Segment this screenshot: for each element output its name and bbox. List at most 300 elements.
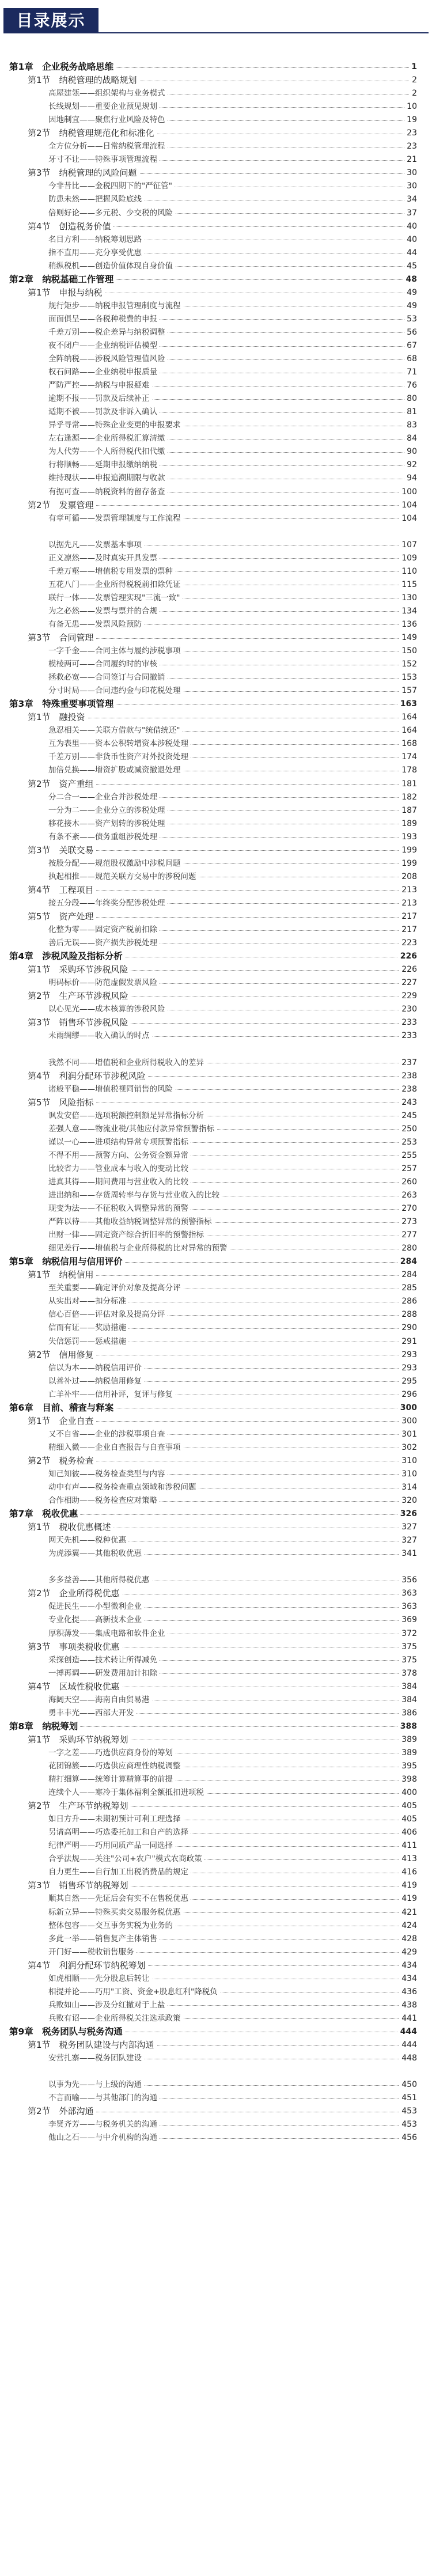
toc-item-row: [0, 1933, 432, 1946]
toc-entry-title: 明码标价——防范虚假发票风险: [35, 976, 160, 990]
toc-entry-title: 第2节 生产环节纳税筹划: [28, 1800, 131, 1813]
toc-entry-title: 今非昔比——金税四期下的"严征管": [35, 180, 175, 193]
toc-page-number: 226: [398, 950, 417, 963]
toc-entry-title: 我然不同——增值税和企业所得税收入的差异: [35, 1056, 206, 1070]
toc-entry-title: 出财一律——固定资产综合折旧率的预警指标: [35, 1229, 206, 1242]
toc-page-number: 369: [399, 1613, 417, 1627]
toc-item-row: [0, 406, 432, 419]
toc-page-number: 217: [399, 910, 417, 923]
toc-page-number: 109: [399, 552, 417, 565]
toc-page-number: 104: [399, 499, 417, 512]
toc-page-number: 428: [399, 1933, 417, 1946]
toc-page-number: 213: [399, 897, 417, 910]
toc-item-row: [0, 1229, 432, 1242]
toc-item-row: [0, 1813, 432, 1826]
toc-item-row: [0, 379, 432, 392]
toc-chapter-row: [0, 698, 432, 711]
toc-entry-title: 正义凛然——及时真实开具发票: [35, 552, 160, 565]
toc-item-row: [0, 817, 432, 831]
toc-chapter-row: [0, 1401, 432, 1415]
toc-entry-title: 精打细算——统筹计算精算事的前提: [35, 1773, 175, 1786]
title-underline: [3, 32, 429, 33]
toc-page-number: 284: [399, 1268, 417, 1282]
toc-entry-title: 以事为先——与上级的沟通: [35, 2078, 144, 2092]
toc-item-row: [0, 2052, 432, 2065]
toc-chapter-row: [0, 1507, 432, 1521]
toc-page-number: 40: [404, 233, 417, 247]
toc-page-number: 438: [399, 1999, 417, 2012]
toc-page-number: 300: [399, 1415, 417, 1428]
toc-item-row: [0, 1826, 432, 1839]
toc-entry-title: 信以为本——纳税信用评价: [35, 1362, 144, 1375]
toc-page-number: 257: [399, 1162, 417, 1176]
toc-page-number: 363: [399, 1587, 417, 1600]
toc-section-row: [0, 1879, 432, 1892]
toc-entry-title: 不得不用——预警方向、公务资金额异常: [35, 1149, 191, 1162]
toc-entry-title: 一分为二——企业分立的涉税处理: [35, 804, 168, 817]
toc-section-row: [0, 963, 432, 976]
toc-section-row: [0, 499, 432, 512]
toc-page-number: 229: [399, 990, 417, 1003]
toc-spacer: [0, 1560, 432, 1574]
toc-item-row: [0, 1295, 432, 1308]
toc-item-row: [0, 578, 432, 592]
toc-item-row: [0, 658, 432, 671]
toc-entry-title: 第1章 企业税务战略思维: [9, 60, 116, 74]
toc-entry-title: 勇丰丰光——西部大开发: [35, 1707, 137, 1720]
toc-entry-title: 因地制宜——聚焦行业风险及特色: [35, 113, 168, 127]
toc-item-row: [0, 1428, 432, 1441]
toc-entry-title: 第5章 纳税信用与信用评价: [9, 1255, 125, 1268]
toc-entry-title: 分二合一——企业合并涉税处理: [35, 791, 160, 804]
toc-entry-title: 谨以一心——进项结构异常专项预警指标: [35, 1136, 191, 1149]
toc-item-row: [0, 870, 432, 884]
toc-page-number: 413: [399, 1853, 417, 1866]
toc-section-row: [0, 1641, 432, 1654]
toc-item-row: [0, 1760, 432, 1773]
toc-page-number: 291: [399, 1335, 417, 1348]
toc-page-number: 149: [399, 631, 417, 645]
toc-page-number: 81: [404, 406, 417, 419]
toc-page-number: 136: [399, 618, 417, 631]
toc-page-number: 363: [399, 1600, 417, 1613]
toc-entry-title: 第3节 关联交易: [28, 844, 96, 857]
toc-page-number: 406: [399, 1826, 417, 1839]
toc-page-number: 405: [399, 1813, 417, 1826]
toc-item-row: [0, 1892, 432, 1906]
toc-page-number: 92: [404, 459, 417, 472]
toc-entry-title: 第2章 纳税基础工作管理: [9, 273, 116, 286]
toc-page-number: 280: [399, 1242, 417, 1255]
toc-page-number: 80: [404, 392, 417, 406]
toc-item-row: [0, 1906, 432, 1919]
toc-entry-title: 现变为法——不征税收入调整异常的预警: [35, 1202, 191, 1215]
toc-section-row: [0, 1454, 432, 1468]
toc-entry-title: 精细入微——企业自查报告与自查事项: [35, 1441, 183, 1454]
toc-page-number: 90: [404, 445, 417, 459]
toc-item-row: [0, 1494, 432, 1507]
toc-item-row: [0, 1481, 432, 1494]
toc-entry-title: 化整为零——固定资产税前扣除: [35, 923, 160, 937]
toc-page-number: 100: [399, 486, 417, 499]
toc-entry-title: 第1节 采购环节涉税风险: [28, 963, 131, 976]
toc-page-number: 217: [399, 923, 417, 937]
toc-page-number: 40: [404, 220, 417, 233]
toc-page-number: 386: [399, 1707, 417, 1720]
toc-entry-title: 第3节 纳税管理的风险问题: [28, 166, 139, 180]
toc-entry-title: 顺其自然——先证后会有实不在售税优惠: [35, 1892, 191, 1906]
toc-page-number: 419: [399, 1879, 417, 1892]
toc-page-number: 134: [399, 605, 417, 618]
toc-entry-title: 左右逢源——企业所得税汇算清缴: [35, 432, 168, 445]
toc-page-number: 56: [404, 326, 417, 339]
toc-section-row: [0, 884, 432, 897]
toc-page-number: 389: [399, 1747, 417, 1760]
toc-item-row: [0, 1388, 432, 1401]
toc-entry-title: 连续个人——寒冷于集体福利全额抵扣进项税: [35, 1786, 206, 1800]
toc-item-row: [0, 897, 432, 910]
toc-page-number: 411: [399, 1839, 417, 1853]
toc-page-number: 290: [399, 1321, 417, 1335]
toc-entry-title: 多此一举——销售复产主体销售: [35, 1933, 160, 1946]
toc-entry-title: 第1节 税务团队建设与内部沟通: [28, 2039, 157, 2052]
toc-item-row: [0, 1308, 432, 1321]
toc-item-row: [0, 565, 432, 578]
toc-entry-title: 第3章 特殊重要事项管理: [9, 698, 116, 711]
toc-page-number: 48: [404, 273, 417, 286]
toc-section-row: [0, 286, 432, 300]
toc-item-row: [0, 1162, 432, 1176]
toc-item-row: [0, 1362, 432, 1375]
toc-page-number: 23: [404, 127, 417, 140]
toc-entry-title: 权石问路——企业纳税申报质量: [35, 366, 160, 379]
toc-section-row: [0, 2105, 432, 2118]
toc-entry-title: 第1节 申报与纳税: [28, 286, 105, 300]
toc-entry-title: 指不直用——充分享受优惠: [35, 247, 144, 260]
toc-entry-title: 为虎添翼——其他税收优惠: [35, 1547, 144, 1560]
toc-item-row: [0, 1919, 432, 1933]
toc-entry-title: 严防严控——纳税与申报疑难: [35, 379, 152, 392]
toc-entry-title: 以善补过——纳税信用修复: [35, 1375, 144, 1388]
toc-entry-title: 进真其得——期间费用与营业收入的比较: [35, 1176, 191, 1189]
toc-item-row: [0, 392, 432, 406]
toc-entry-title: 海阔天空——海南自由贸易港: [35, 1694, 152, 1707]
toc-item-row: [0, 539, 432, 552]
toc-chapter-row: [0, 60, 432, 74]
toc-entry-title: 差强人意——物流业税/其他应付款异常预警指标: [35, 1123, 217, 1136]
toc-page-number: 199: [399, 857, 417, 870]
toc-entry-title: 千差万别——非货币性资产对外投资处理: [35, 751, 191, 764]
toc-chapter-row: [0, 2025, 432, 2039]
toc-section-row: [0, 1959, 432, 1972]
toc-entry-title: 为人代劳——个人所得税代扣代缴: [35, 445, 168, 459]
toc-chapter-row: [0, 950, 432, 963]
toc-item-row: [0, 2131, 432, 2145]
toc-page-number: 405: [399, 1800, 417, 1813]
toc-page-number: 277: [399, 1229, 417, 1242]
toc-item-row: [0, 1202, 432, 1215]
toc-item-row: [0, 1773, 432, 1786]
toc-page-number: 164: [399, 724, 417, 737]
toc-item-row: [0, 605, 432, 618]
toc-item-row: [0, 486, 432, 499]
toc-entry-title: 相提并论——巧用"工资、资金+股息红利"降税负: [35, 1986, 220, 1999]
toc-page-number: 429: [399, 1946, 417, 1959]
toc-entry-title: 有条不紊——债务重组涉税处理: [35, 831, 160, 844]
toc-entry-title: 异乎寻常——特殊企业变更的申报要求: [35, 419, 183, 432]
toc-page-number: 326: [398, 1507, 417, 1521]
toc-page-number: 384: [399, 1694, 417, 1707]
toc-page-number: 301: [399, 1428, 417, 1441]
toc-page-number: 208: [399, 870, 417, 884]
toc-entry-title: 进出纳和——存货周转率与存货与营业收入的比较: [35, 1189, 222, 1202]
toc-entry-title: 为之必然——发票与票并的合规: [35, 605, 160, 618]
toc-entry-title: 模棱两可——合同履约时的审核: [35, 658, 160, 671]
toc-page-number: 293: [399, 1348, 417, 1362]
toc-section-row: [0, 1268, 432, 1282]
toc-entry-title: 第2节 税务检查: [28, 1454, 96, 1468]
toc-page-number: 286: [399, 1295, 417, 1308]
toc-entry-title: 第2节 企业所得税优惠: [28, 1587, 122, 1600]
toc-page-number: 253: [399, 1136, 417, 1149]
toc-spacer: [0, 525, 432, 539]
toc-item-row: [0, 313, 432, 326]
toc-item-row: [0, 724, 432, 737]
toc-entry-title: 第1节 融投资: [28, 711, 88, 724]
toc-entry-title: 拯救必宽——合同签订与合同撤销: [35, 671, 168, 684]
toc-entry-title: 名目方利——纳税筹划思路: [35, 233, 144, 247]
toc-entry-title: 第4节 利润分配环节纳税筹划: [28, 1959, 148, 1972]
toc-page-number: 270: [399, 1202, 417, 1215]
toc-item-row: [0, 1946, 432, 1959]
toc-entry-title: 夜不闭户——企业纳税评估模型: [35, 339, 160, 353]
toc-item-row: [0, 1335, 432, 1348]
toc-entry-title: 以心见光——成本核算的涉税风险: [35, 1003, 168, 1016]
toc-page-number: 226: [399, 963, 417, 976]
toc-entry-title: 长线规划——重要企业预见规划: [35, 100, 160, 113]
toc-entry-title: 标新立异——特殊买卖交易服务税优惠: [35, 1906, 183, 1919]
toc-page-number: 181: [399, 778, 417, 791]
toc-item-row: [0, 751, 432, 764]
toc-entry-title: 接五分段——年终奖分配涉税处理: [35, 897, 168, 910]
toc-item-row: [0, 153, 432, 166]
toc-entry-title: 整体包容——交互事务实税为业务的: [35, 1919, 175, 1933]
toc-page-number: 178: [399, 764, 417, 777]
toc-item-row: [0, 366, 432, 379]
toc-section-row: [0, 1096, 432, 1109]
toc-page-number: 327: [399, 1534, 417, 1547]
toc-page-number: 233: [399, 1029, 417, 1043]
toc-item-row: [0, 1375, 432, 1388]
toc-item-row: [0, 1215, 432, 1229]
toc-page-number: 68: [404, 353, 417, 366]
toc-entry-title: 亡羊补牢——信用补评，复评与修复: [35, 1388, 175, 1401]
toc-page-number: 45: [404, 260, 417, 273]
toc-item-row: [0, 804, 432, 817]
toc-item-row: [0, 1056, 432, 1070]
toc-section-row: [0, 910, 432, 923]
toc-section-row: [0, 631, 432, 645]
toc-item-row: [0, 791, 432, 804]
toc-item-row: [0, 1986, 432, 1999]
toc-page-number: 223: [399, 937, 417, 950]
toc-item-row: [0, 247, 432, 260]
toc-item-row: [0, 1282, 432, 1295]
toc-page-number: 356: [399, 1574, 417, 1587]
toc-item-row: [0, 180, 432, 193]
toc-item-row: [0, 207, 432, 220]
toc-entry-title: 行将顺畅——延期申报缴纳纳税: [35, 459, 160, 472]
toc-spacer: [0, 1043, 432, 1056]
toc-section-row: [0, 2039, 432, 2052]
toc-section-row: [0, 1733, 432, 1747]
toc-page-number: 189: [399, 817, 417, 831]
toc-page-number: 341: [399, 1547, 417, 1560]
toc-page-number: 284: [398, 1255, 417, 1268]
toc-item-row: [0, 592, 432, 605]
toc-page-number: 416: [399, 1866, 417, 1879]
toc-item-row: [0, 618, 432, 631]
toc-entry-title: 按股分配——规范股权激励中涉税问题: [35, 857, 183, 870]
toc-section-row: [0, 1800, 432, 1813]
toc-page-number: 19: [404, 113, 417, 127]
toc-page-number: 21: [404, 153, 417, 166]
toc-section-row: [0, 220, 432, 233]
toc-page-number: 260: [399, 1176, 417, 1189]
toc-page-number: 182: [399, 791, 417, 804]
toc-page-number: 163: [398, 698, 417, 711]
toc-entry-title: 兵败有诏——企业所得税关注选承政策: [35, 2012, 183, 2025]
toc-entry-title: 第3节 事项类税收优惠: [28, 1641, 122, 1654]
toc-page-number: 310: [399, 1454, 417, 1468]
toc-entry-title: 细见差行——增值税与企业所得税的比对异常的预警: [35, 1242, 230, 1255]
toc-page-number: 296: [399, 1388, 417, 1401]
toc-page-number: 424: [399, 1919, 417, 1933]
toc-page-number: 375: [399, 1654, 417, 1667]
toc-entry-title: 另请高明——巧选委托加工和自产的选择: [35, 1826, 191, 1839]
toc-page-number: 295: [399, 1375, 417, 1388]
toc-entry-title: 以据先凡——发票基本事项: [35, 539, 144, 552]
toc-spacer: [0, 2065, 432, 2078]
toc-page-number: 30: [404, 166, 417, 180]
toc-entry-title: 互为表里——资本公积转增资本涉税处理: [35, 737, 191, 751]
toc-page-number: 434: [399, 1959, 417, 1972]
toc-page-number: 372: [399, 1627, 417, 1641]
toc-entry-title: 比较省力——管业成本与收入的变动比较: [35, 1162, 191, 1176]
toc-item-row: [0, 1972, 432, 1986]
toc-entry-title: 不言而喻——与其他部门的沟通: [35, 2092, 160, 2105]
toc-page-number: 10: [404, 100, 417, 113]
toc-entry-title: 第1节 税收优惠概述: [28, 1521, 113, 1534]
toc-item-row: [0, 1853, 432, 1866]
toc-section-row: [0, 711, 432, 724]
toc-page-number: 104: [399, 512, 417, 525]
toc-page-number: 389: [399, 1733, 417, 1747]
toc-page-number: 238: [399, 1070, 417, 1083]
toc-entry-title: 五花八门——企业所得税税前扣除凭证: [35, 578, 183, 592]
toc-entry-title: 信而有证——奖励措施: [35, 1321, 128, 1335]
toc-entry-title: 第2节 发票管理: [28, 499, 96, 512]
toc-page-number: 110: [399, 565, 417, 578]
toc-page-number: 157: [399, 684, 417, 698]
toc-entry-title: 网天先机——税种优惠: [35, 1534, 128, 1547]
toc-page-number: 273: [399, 1215, 417, 1229]
toc-entry-title: 如日方升——未期初预计可利工理选择: [35, 1813, 183, 1826]
toc-entry-title: 第2节 外部沟通: [28, 2105, 96, 2118]
toc-item-row: [0, 512, 432, 525]
toc-page-number: 233: [399, 1016, 417, 1029]
toc-page-number: 150: [399, 645, 417, 658]
toc-page-number: 388: [398, 1720, 417, 1733]
toc-item-row: [0, 1468, 432, 1481]
toc-page-number: 84: [404, 432, 417, 445]
toc-entry-title: 专业化提——高新技术企业: [35, 1613, 144, 1627]
toc-entry-title: 联行一体——发票管理实现"三流一致": [35, 592, 182, 605]
toc-entry-title: 合乎法规——关注"公司+农户"模式农商政策: [35, 1853, 204, 1866]
toc-page-number: 174: [399, 751, 417, 764]
toc-page-number: 263: [399, 1189, 417, 1202]
toc-page-number: 164: [399, 711, 417, 724]
toc-entry-title: 花团锦簇——巧选供应商理性纳税调整: [35, 1760, 183, 1773]
toc-item-row: [0, 1109, 432, 1123]
toc-item-row: [0, 2012, 432, 2025]
toc-entry-title: 规行矩步——纳税申报管理制度与流程: [35, 300, 183, 313]
toc-page-number: 285: [399, 1282, 417, 1295]
toc-item-row: [0, 2078, 432, 2092]
toc-entry-title: 第3节 合同管理: [28, 631, 96, 645]
toc-page-number: 250: [399, 1123, 417, 1136]
toc-page-number: 94: [404, 472, 417, 485]
toc-page-number: 213: [399, 884, 417, 897]
toc-item-row: [0, 1083, 432, 1096]
toc-entry-title: 诸般平稳——增值税视同销售的风险: [35, 1083, 175, 1096]
toc-entry-title: 千差万壑——增值税专用发票的票种: [35, 565, 175, 578]
toc-item-row: [0, 445, 432, 459]
toc-entry-title: 从实出对——扣分标准: [35, 1295, 128, 1308]
toc-item-row: [0, 1547, 432, 1560]
toc-entry-title: 信心百倍——评估对象及提高分评: [35, 1308, 168, 1321]
toc-item-row: [0, 552, 432, 565]
toc-entry-title: 他山之石——与中介机构的沟通: [35, 2131, 160, 2145]
toc-entry-title: 开门好——税收销售服务: [35, 1946, 137, 1959]
toc-entry-title: 第1节 采购环节纳税筹划: [28, 1733, 131, 1747]
toc-item-row: [0, 764, 432, 777]
toc-page-number: 115: [399, 578, 417, 592]
toc-item-row: [0, 1574, 432, 1587]
toc-entry-title: 全阵纳税——涉税风险管理值风险: [35, 353, 168, 366]
toc-page-number: 300: [398, 1401, 417, 1415]
toc-entry-title: 合作相助——税务检查应对策略: [35, 1494, 160, 1507]
toc-page-number: 395: [399, 1760, 417, 1773]
toc-entry-title: 第1节 纳税管理的战略规划: [28, 74, 139, 87]
toc-page-number: 107: [399, 539, 417, 552]
toc-page-number: 2: [410, 74, 417, 87]
toc-page-number: 130: [399, 592, 417, 605]
toc-item-row: [0, 1003, 432, 1016]
toc-item-row: [0, 1747, 432, 1760]
toc-chapter-row: [0, 1720, 432, 1733]
toc-page-number: 400: [399, 1786, 417, 1800]
toc-entry-title: 第2节 生产环节涉税风险: [28, 990, 131, 1003]
toc-entry-title: 安营扎寨——税务团队建设: [35, 2052, 144, 2065]
toc-item-row: [0, 1534, 432, 1547]
toc-item-row: [0, 2118, 432, 2131]
toc-item-row: [0, 923, 432, 937]
toc-entry-title: 第2节 纳税管理规范化和标准化: [28, 127, 157, 140]
toc-entry-title: 维持现状——申报追溯期限与收款: [35, 472, 168, 485]
toc-entry-title: 高屋建瓴——组织架构与业务模式: [35, 87, 168, 100]
toc-entry-title: 分寸时局——合同违约金与印花税处理: [35, 684, 183, 698]
